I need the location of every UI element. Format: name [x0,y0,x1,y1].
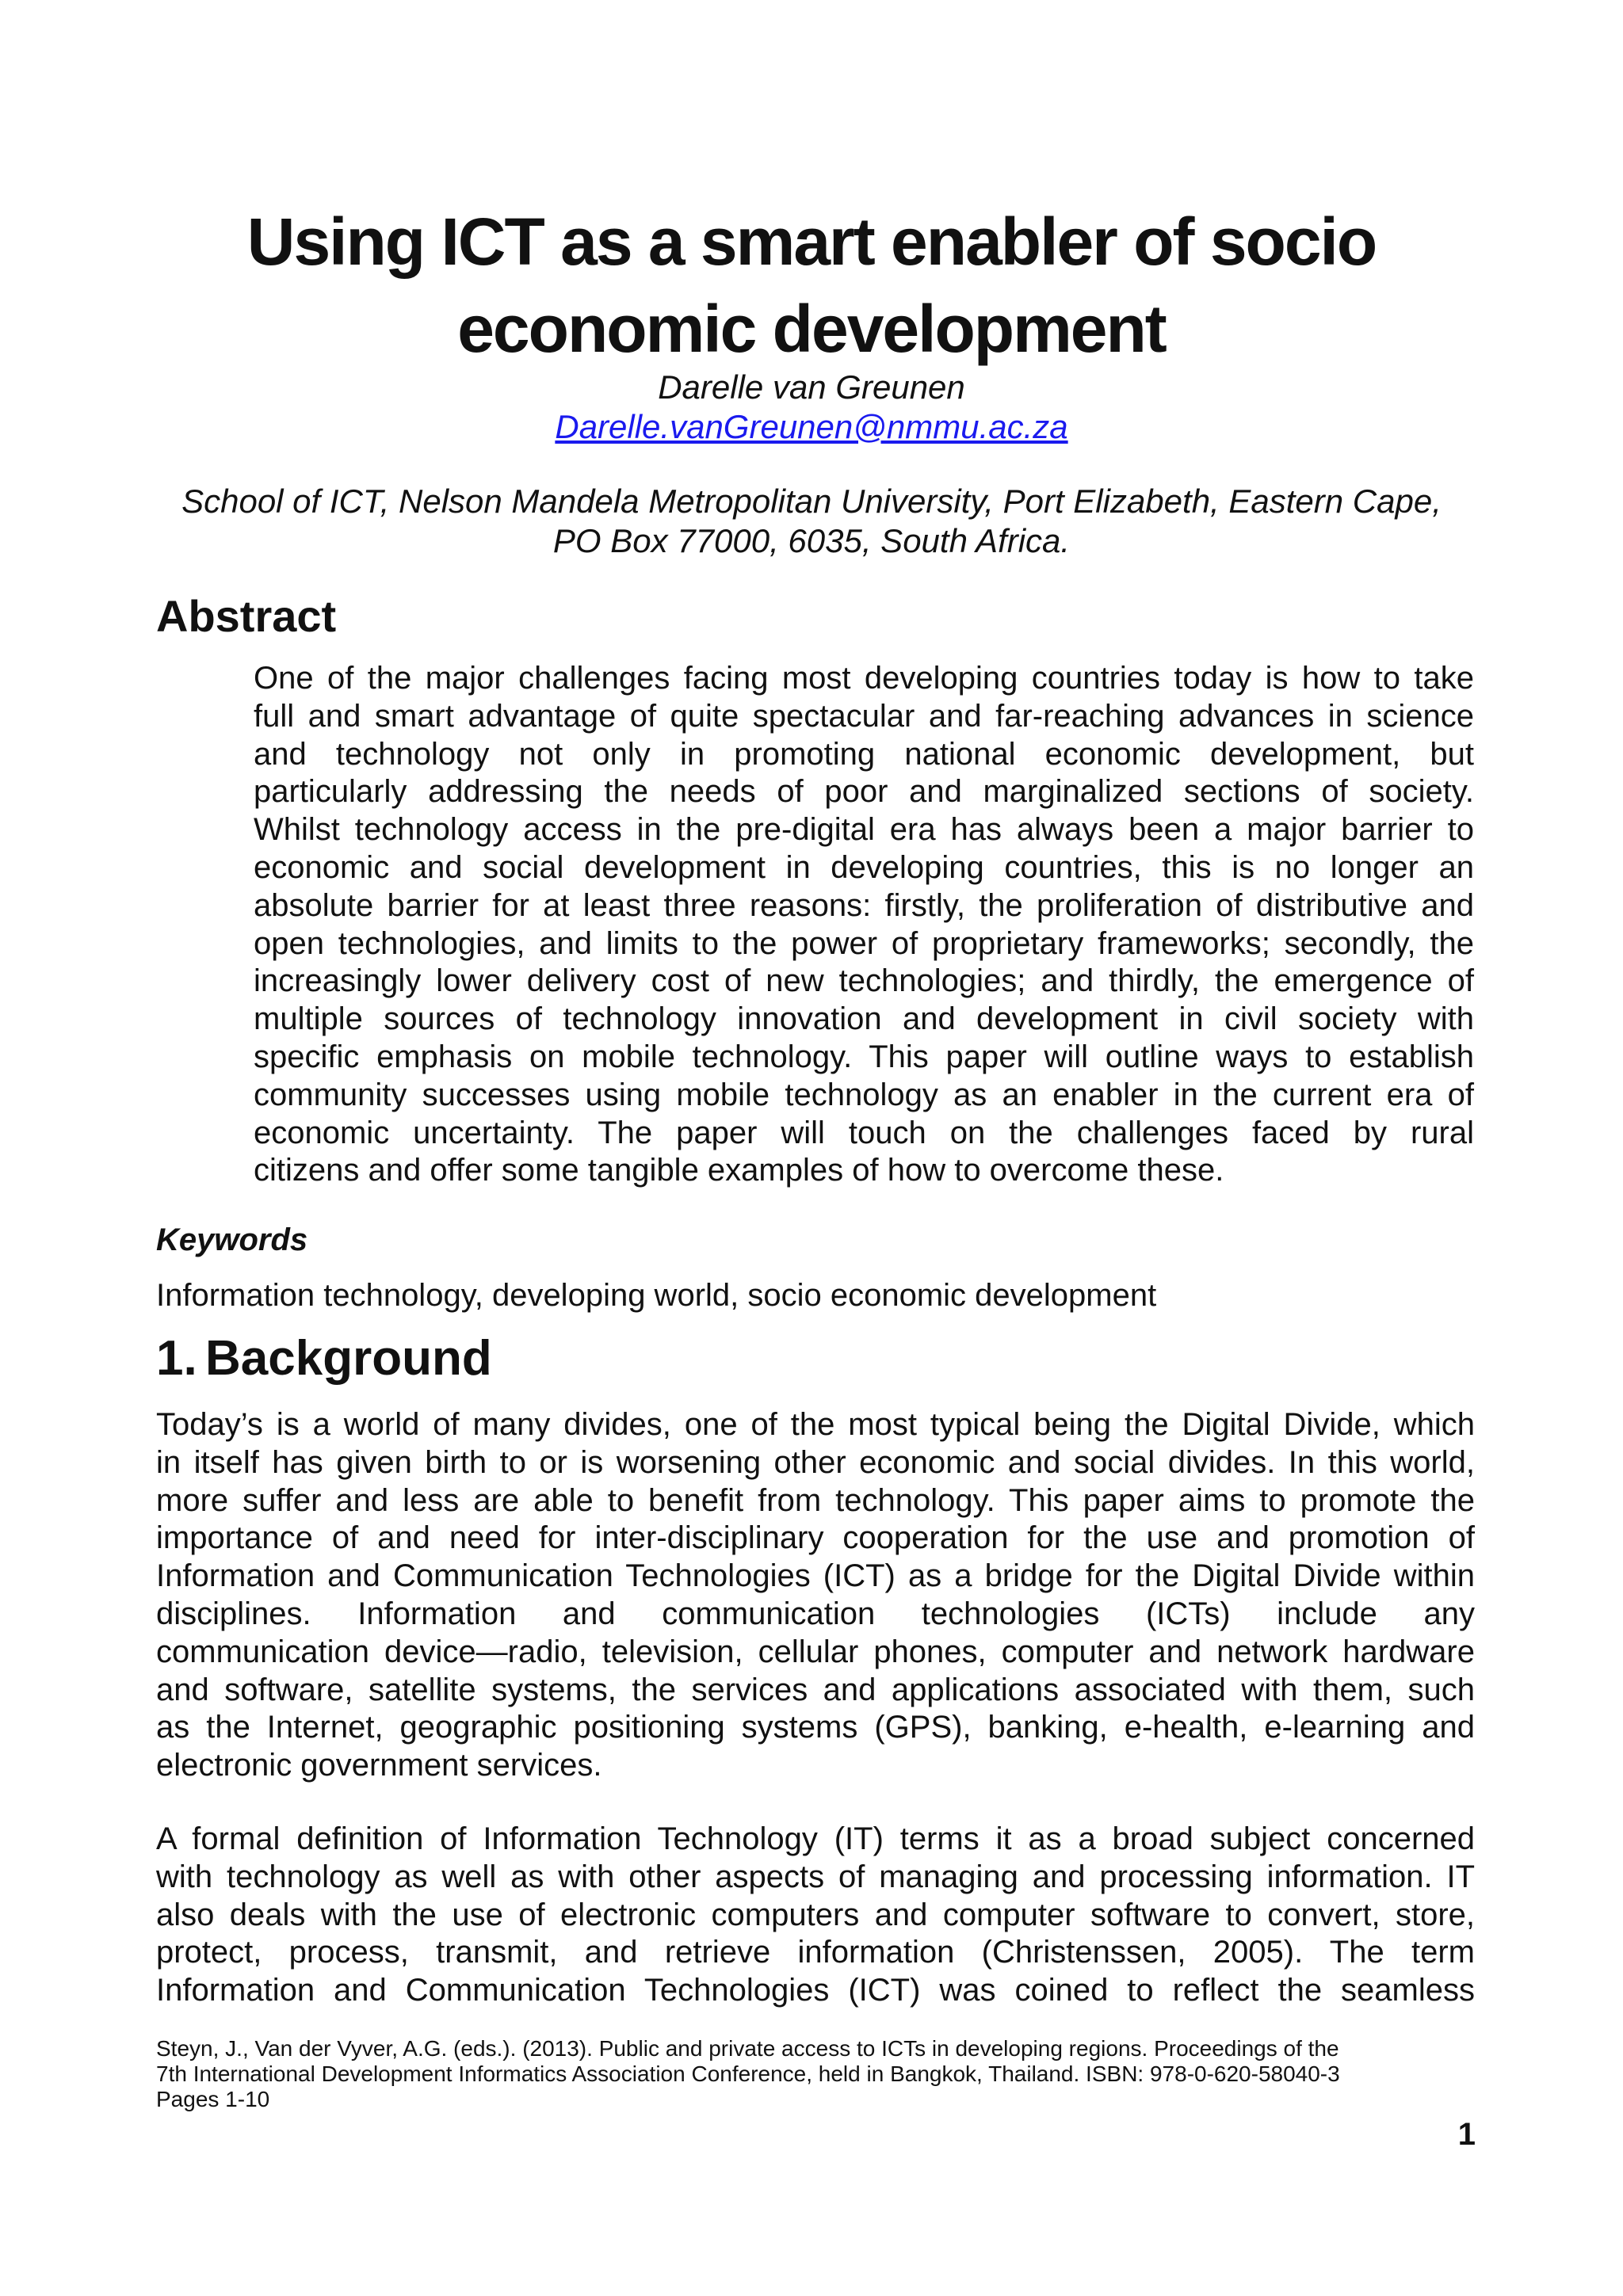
paragraph-line: communication device—radio, television, cellular phones, computer and network hardware [156,1634,1475,1669]
abstract-line: particularly addressing the needs of poor and marginalized sections of society. [254,774,1474,810]
author-block [158,368,1465,447]
section-number: 1. [156,1331,197,1386]
abstract-line: community successes using mobile technology as an enabler in the current era of [254,1077,1474,1112]
paragraph-line: also deals with the use of electronic computers and computer software to convert, store, [156,1897,1475,1932]
abstract-line: One of the major challenges facing most developing countries today is how to take [254,661,1474,696]
keywords-label: Keywords [156,1222,308,1257]
background-paragraph-1 [156,1406,1475,1785]
paragraph-line: in itself has given birth to or is worsening other economic and social divides. In this world, [156,1444,1475,1480]
abstract-line: increasingly lower delivery cost of new technologies; and thirdly, the emergence of [254,963,1474,999]
author-name: Darelle van Greunen [658,368,965,406]
paper-title: Using ICT as a smart enabler of socio economic development [246,204,1377,366]
paragraph-line: more suffer and less are able to benefit from technology. This paper aims to promote the [156,1482,1475,1518]
paragraph-line: importance of and need for inter-disciplinary cooperation for the use and promotion of [156,1520,1475,1556]
paragraph-line: with technology as well as with other aspects of managing and processing information. IT [156,1859,1475,1894]
section-heading-background [156,1329,492,1389]
abstract-line: Whilst technology access in the pre-digital era has always been a major barrier to [254,812,1474,848]
abstract-line: open technologies, and limits to the power of proprietary frameworks; secondly, the [254,925,1474,961]
author-affiliation [158,482,1465,561]
paragraph-line: and software, satellite systems, the services and applications associated with them, such [156,1672,1475,1707]
abstract-line: absolute barrier for at least three reasons: firstly, the proliferation of distributive and [254,887,1474,923]
paragraph-line: Today’s is a world of many divides, one of the most typical being the Digital Divide, which [156,1407,1475,1442]
paragraph-line: A formal definition of Information Technology (IT) terms it as a broad subject concerned [156,1821,1475,1856]
footer-line: Steyn, J., Van der Vyver, A.G. (eds.). (2013). Public and private access to ICTs in developing regions. Proceedings of the [156,2036,1339,2061]
keywords-text: Information technology, developing world, socio economic development [156,1278,1157,1313]
paragraph-line: protect, process, transmit, and retrieve information (Christenssen, 2005). The term [156,1935,1475,1970]
abstract-line: multiple sources of technology innovation and development in civil society with [254,1001,1474,1037]
background-paragraph-2 [156,1821,1475,2010]
footer-citation [156,2036,1480,2112]
abstract-line: economic and social development in developing countries, this is no longer an [254,849,1474,885]
abstract-line: citizens and offer some tangible examples of how to overcome these. [254,1153,1224,1188]
abstract-line: economic uncertainty. The paper will touch on the challenges faced by rural [254,1115,1474,1150]
abstract-line: and technology not only in promoting national economic development, but [254,736,1474,772]
section-title: Background [205,1331,492,1386]
paragraph-line: disciplines. Information and communication technologies (ICTs) include any [156,1596,1475,1631]
footer-line: 7th International Development Informatics Association Conference, held in Bangkok, Thailand. ISBN: 978-0-620-58040-3 [156,2061,1340,2086]
author-email-link[interactable]: Darelle.vanGreunen@nmmu.ac.za [555,408,1068,445]
paragraph-line: Information and Communication Technologies (ICT) as a bridge for the Digital Divide within [156,1558,1475,1594]
affiliation-line: PO Box 77000, 6035, South Africa. [552,522,1071,559]
page-number: 1 [1457,2117,1476,2152]
abstract-line: specific emphasis on mobile technology. This paper will outline ways to establish [254,1039,1474,1074]
paragraph-line: Information and Communication Technologies (ICT) was coined to reflect the seamless [156,1973,1475,2008]
paragraph-line: electronic government services. [156,1748,602,1783]
paragraph-line: as the Internet, geographic positioning systems (GPS), banking, e-health, e-learning and [156,1710,1475,1745]
abstract-heading: Abstract [156,591,337,641]
affiliation-line: School of ICT, Nelson Mandela Metropolitan University, Port Elizabeth, Eastern Cape, [181,482,1442,520]
footer-line: Pages 1-10 [156,2087,270,2111]
abstract-line: full and smart advantage of quite spectacular and far-reaching advances in science [254,698,1474,734]
abstract-text [254,660,1474,1190]
